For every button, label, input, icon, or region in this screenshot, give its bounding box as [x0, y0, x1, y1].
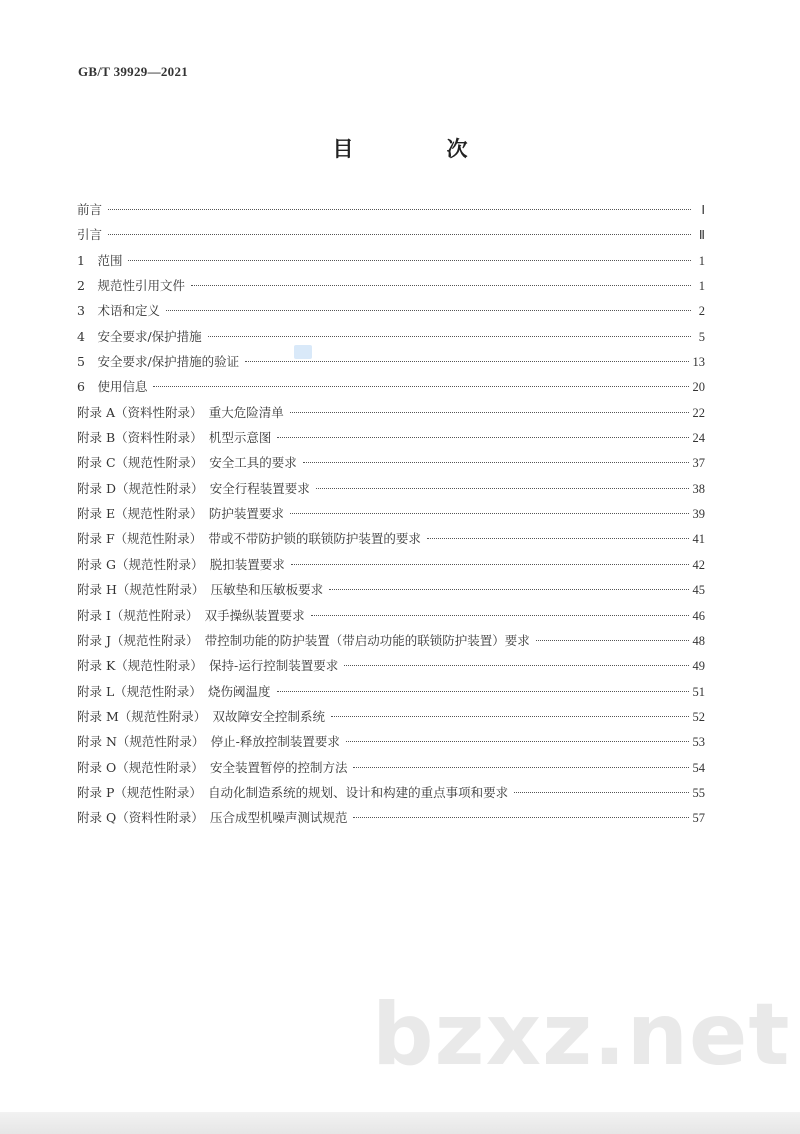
toc-entry-page: 41: [692, 532, 705, 547]
toc-entry[interactable]: [77, 428, 705, 453]
toc-entry[interactable]: [77, 301, 705, 326]
toc-entry[interactable]: [77, 327, 705, 352]
toc-entry-page: 46: [692, 608, 705, 623]
toc-leader-dots: [153, 386, 688, 387]
toc-entry[interactable]: [77, 808, 705, 833]
toc-entry-label: 附录 A（资料性附录） 重大危险清单: [77, 404, 284, 420]
toc-leader-dots: [128, 260, 691, 261]
toc-entry-page: 49: [692, 659, 705, 674]
toc-entry[interactable]: [77, 656, 705, 681]
toc-entry-page: 45: [692, 583, 705, 598]
toc-entry-page: 48: [692, 633, 705, 648]
toc-entry[interactable]: [77, 707, 705, 732]
toc-entry-page: Ⅰ: [701, 203, 705, 217]
toc-entry[interactable]: [77, 504, 705, 529]
toc-entry[interactable]: [77, 479, 705, 504]
toc-entry-label: 4 安全要求/保护措施: [77, 328, 202, 344]
toc-entry-label: 附录 P（规范性附录） 自动化制造系统的规划、设计和构建的重点事项和要求: [77, 784, 509, 800]
toc-leader-dots: [331, 716, 688, 717]
toc-entry-page: 42: [692, 557, 705, 572]
toc-entry[interactable]: [77, 758, 705, 783]
toc-entry-label: 6 使用信息: [77, 379, 148, 395]
toc-entry-page: 13: [692, 355, 705, 370]
toc-entry-label: 附录 O（规范性附录） 安全装置暂停的控制方法: [77, 759, 348, 775]
toc-entry-label: 附录 F（规范性附录） 带或不带防护锁的联锁防护装置的要求: [77, 531, 421, 547]
toc-entry[interactable]: [77, 403, 705, 428]
toc-entry[interactable]: [77, 200, 705, 225]
toc-leader-dots: [245, 361, 688, 362]
toc-entry-page: 57: [692, 811, 705, 826]
toc-entry-page: Ⅱ: [698, 228, 705, 243]
toc-entry-label: 附录 N（规范性附录） 停止-释放控制装置要求: [77, 734, 340, 750]
toc-entry[interactable]: [77, 377, 705, 402]
toc-entry-label: 附录 E（规范性附录） 防护装置要求: [77, 506, 284, 522]
highlight-mark: [294, 345, 312, 359]
toc-entry-page: 22: [692, 405, 705, 420]
toc-entry[interactable]: [77, 555, 705, 580]
toc-leader-dots: [277, 437, 688, 438]
toc-leader-dots: [514, 792, 688, 793]
toc-leader-dots: [291, 564, 689, 565]
toc-entry-label: 附录 M（规范性附录） 双故障安全控制系统: [77, 708, 326, 724]
watermark: bzxz.net: [372, 985, 791, 1085]
toc-entry[interactable]: [77, 352, 705, 377]
toc-leader-dots: [311, 615, 689, 616]
toc-entry[interactable]: [77, 453, 705, 478]
toc-entry-page: 54: [692, 760, 705, 775]
toc-entry-label: 附录 C（规范性附录） 安全工具的要求: [77, 455, 297, 471]
toc-entry-label: 附录 J（规范性附录） 带控制功能的防护装置（带启动功能的联锁防护装置）要求: [77, 632, 530, 648]
toc-entry[interactable]: [77, 225, 705, 250]
toc-entry[interactable]: [77, 682, 705, 707]
toc-entry[interactable]: [77, 783, 705, 808]
toc-leader-dots: [108, 234, 691, 235]
toc-leader-dots: [191, 285, 691, 286]
toc-entry-label: 5 安全要求/保护措施的验证: [77, 354, 240, 370]
toc-leader-dots: [427, 538, 689, 539]
toc-entry-page: 20: [692, 380, 705, 395]
document-code: GB/T 39929—2021: [78, 64, 189, 79]
toc-leader-dots: [166, 310, 691, 311]
toc-entry-page: 5: [698, 329, 705, 344]
toc-entry[interactable]: [77, 251, 705, 276]
toc-leader-dots: [344, 665, 688, 666]
toc-entry-page: 38: [692, 481, 705, 496]
toc-leader-dots: [346, 741, 689, 742]
toc-leader-dots: [290, 513, 689, 514]
toc-leader-dots: [290, 412, 689, 413]
toc-entry-page: 55: [692, 785, 705, 800]
toc-leader-dots: [353, 817, 688, 818]
toc-leader-dots: [277, 691, 689, 692]
toc-entry-label: 附录 K（规范性附录） 保持-运行控制装置要求: [77, 658, 339, 674]
toc-entry-label: 2 规范性引用文件: [77, 278, 185, 294]
toc-entry[interactable]: [77, 732, 705, 757]
toc-entry-label: 附录 Q（资料性附录） 压合成型机噪声测试规范: [77, 810, 348, 826]
toc-entry-label: 3 术语和定义: [77, 303, 160, 319]
toc-entry-page: 51: [692, 684, 705, 699]
toc-leader-dots: [208, 336, 691, 337]
toc-entry-label: 附录 L（规范性附录） 烧伤阈温度: [77, 683, 271, 699]
toc-entry-label: 前言: [77, 202, 103, 217]
toc-entry-page: 1: [698, 253, 705, 268]
toc-entry-page: 1: [698, 279, 705, 294]
toc-entry-label: 附录 D（规范性附录） 安全行程装置要求: [77, 480, 310, 496]
toc-leader-dots: [303, 462, 689, 463]
toc-entry-label: 附录 H（规范性附录） 压敏垫和压敏板要求: [77, 582, 324, 598]
toc-leader-dots: [316, 488, 689, 489]
table-of-contents: [77, 200, 705, 834]
page-title: 目 次: [332, 136, 504, 161]
toc-entry[interactable]: [77, 529, 705, 554]
toc-entry[interactable]: [77, 606, 705, 631]
toc-entry[interactable]: [77, 580, 705, 605]
toc-leader-dots: [108, 209, 691, 210]
toc-entry-page: 2: [698, 304, 705, 319]
toc-entry-page: 39: [692, 507, 705, 522]
toc-entry-label: 附录 G（规范性附录） 脱扣装置要求: [77, 556, 285, 572]
toc-leader-dots: [353, 767, 688, 768]
toc-entry-page: 24: [692, 431, 705, 446]
toc-entry-label: 附录 B（资料性附录） 机型示意图: [77, 430, 272, 446]
toc-entry[interactable]: [77, 631, 705, 656]
toc-leader-dots: [536, 640, 689, 641]
page-bottom-edge: [0, 1112, 800, 1134]
toc-leader-dots: [329, 589, 688, 590]
toc-entry-page: 53: [692, 735, 705, 750]
toc-entry-page: 52: [692, 709, 705, 724]
toc-entry-label: 1 范围: [77, 252, 123, 268]
toc-entry-label: 引言: [77, 227, 103, 243]
toc-entry-label: 附录 I（规范性附录） 双手操纵装置要求: [77, 607, 305, 623]
toc-entry[interactable]: [77, 276, 705, 301]
toc-entry-page: 37: [692, 456, 705, 471]
